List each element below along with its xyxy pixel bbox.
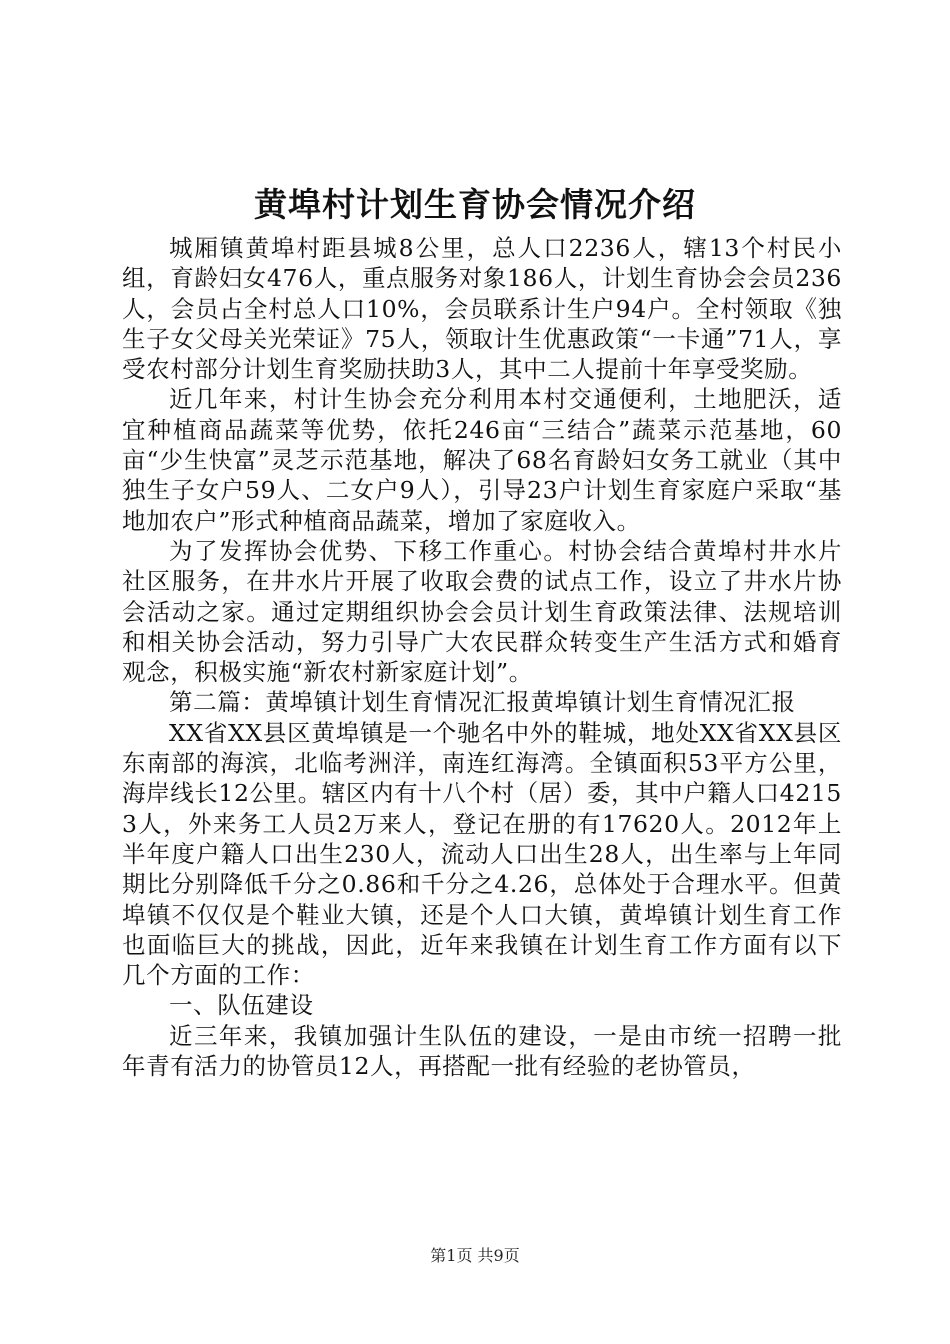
paragraph-team-building: 近三年来，我镇加强计生队伍的建设，一是由市统一招聘一批年青有活力的协管员12人，再搭配一批有经验的老协管员， — [122, 1021, 842, 1081]
section-heading-team-building: 一、队伍建设 — [169, 991, 314, 1020]
paragraph-development: 近几年来，村计生协会充分利用本村交通便利，土地肥沃，适宜种植商品蔬菜等优势，依托246亩“三结合”蔬菜示范基地，60亩“少生快富”灵芝示范基地，解决了68名育龄妇女务工就业（其中独生子女户59人、二女户9人），引导23户计划生育家庭户采取“基地加农户”形式种植商品蔬菜，增加了家庭收入。 — [122, 385, 842, 535]
page-number-footer: 第1页 共9页 — [430, 1246, 520, 1265]
paragraph-intro: 城厢镇黄埠村距县城8公里，总人口2236人，辖13个村民小组，育龄妇女476人，重点服务对象186人，计划生育协会会员236人，会员占全村总人口10%，会员联系计生户94户。全村领取《独生子女父母关光荣证》75人，领取计生优惠政策“一卡通”71人，享受农村部分计划生育奖励扶助3人，其中二人提前十年享受奖励。 — [122, 234, 842, 384]
document-title: 黄埠村计划生育协会情况介绍 — [254, 185, 696, 224]
paragraph-town-overview: XX省XX县区黄埠镇是一个驰名中外的鞋城，地处XX省XX县区东南部的海滨，北临考洲洋，南连红海湾。全镇面积53平方公里，海岸线长12公里。辖区内有十八个村（居）委，其中户籍人口42153人，外来务工人员2万来人，登记在册的有17620人。2012年上半年度户籍人口出生230人，流动人口出生28人，出生率与上年同期比分别降低千分之0.86和千分之4.26，总体处于合理水平。但黄埠镇不仅仅是个鞋业大镇，还是个人口大镇，黄埠镇计划生育工作也面临巨大的挑战，因此，近年来我镇在计划生育工作方面有以下几个方面的工作： — [122, 718, 842, 990]
paragraph-association-work: 为了发挥协会优势、下移工作重心。村协会结合黄埠村井水片社区服务，在井水片开展了收取会费的试点工作，设立了井水片协会活动之家。通过定期组织协会会员计划生育政策法律、法规培训和相关协会活动，努力引导广大农民群众转变生产生活方式和婚育观念，积极实施“新农村新家庭计划”。 — [122, 536, 842, 687]
paragraph-second-article-heading: 第二篇：黄埠镇计划生育情况汇报黄埠镇计划生育情况汇报 — [169, 688, 796, 717]
document-body — [122, 233, 842, 1081]
